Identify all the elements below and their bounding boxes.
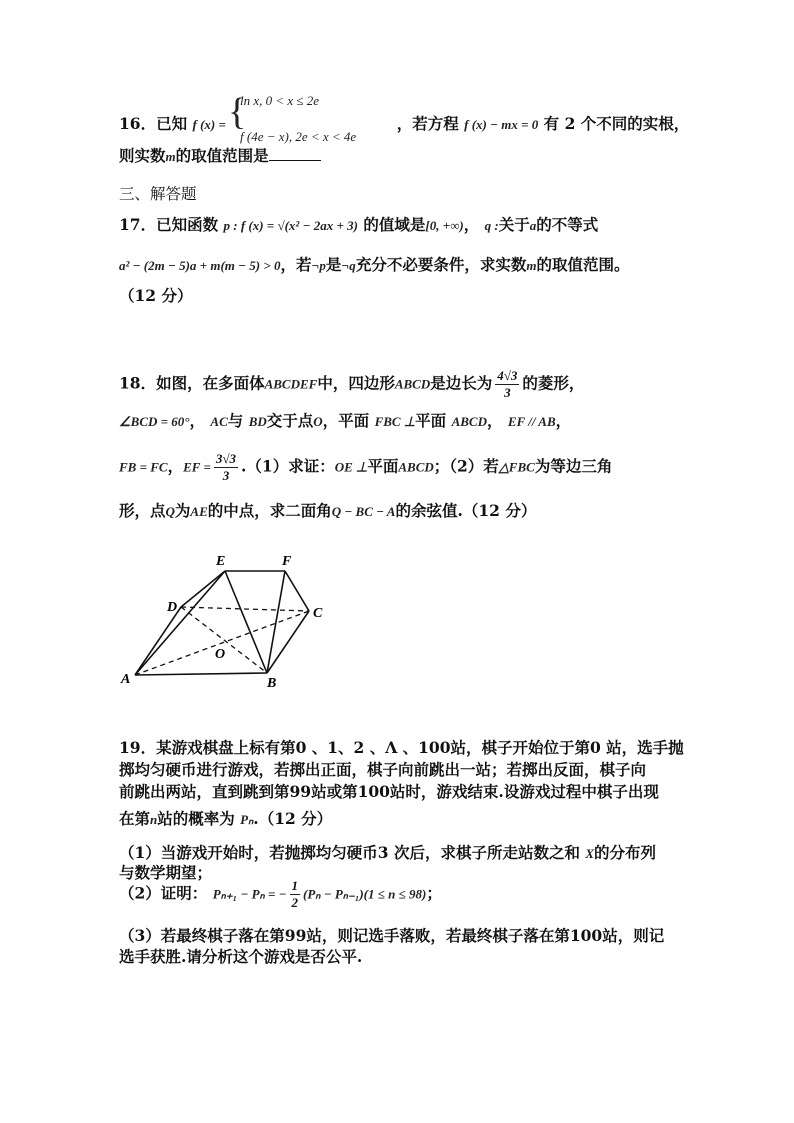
ef-length-fraction: $\frac{3√3}{3}$ bbox=[215, 451, 237, 483]
edge-ad bbox=[135, 607, 181, 675]
q17-score: （12 分） bbox=[119, 286, 193, 305]
label-d: D bbox=[167, 600, 178, 615]
polyhedron-figure bbox=[115, 545, 335, 690]
q16-fx: f (x) = bbox=[192, 117, 226, 132]
edge-fc bbox=[285, 571, 309, 611]
edge-ab bbox=[135, 673, 267, 675]
edge-de bbox=[181, 571, 225, 607]
q19-part3-line1: （3）若最终棋子落在第99站，则记选手落败，若最终棋子落在第100站，则记 bbox=[119, 926, 665, 945]
edge-fb bbox=[267, 571, 285, 673]
label-c: C bbox=[313, 606, 323, 621]
q18-line4: 形，点Q为AE的中点，求二面角Q − BC − A的余弦值.（12 分） bbox=[119, 501, 537, 520]
q19-line3: 前跳出两站，直到跳到第99站或第100站时，游戏结束.设游戏过程中棋子出现 bbox=[119, 782, 659, 801]
edge-bc bbox=[267, 611, 309, 673]
diagonal-ac bbox=[135, 611, 309, 675]
q17-line1: 17．已知函数 p : f (x) = √(x² − 2ax + 3) 的值域是[0, +∞)， q :关于a的不等式 bbox=[119, 215, 599, 234]
answer-blank bbox=[269, 146, 321, 161]
label-e: E bbox=[216, 554, 226, 569]
q19-part3-line2: 选手获胜.请分析这个游戏是否公平. bbox=[119, 947, 363, 966]
q16-case2: f (4e − x), 2e < x < 4e bbox=[240, 129, 357, 144]
q19-part1-line1: （1）当游戏开始时，若抛掷均匀硬币3 次后，求棋子所走站数之和 X的分布列 bbox=[119, 843, 657, 862]
q19-line1: 19．某游戏棋盘上标有第0 、1、2 、Λ 、100站，棋子开始位于第0 站，选手抛 bbox=[119, 738, 684, 757]
edge-ae bbox=[135, 571, 225, 675]
q17-p-expr: p : f (x) = √(x² − 2ax + 3) bbox=[223, 218, 358, 233]
q19-line2: 掷均匀硬币进行游戏，若掷出正面，棋子向前跳出一站；若掷出反面，棋子向 bbox=[119, 760, 647, 779]
q17-inequality: a² − (2m − 5)a + m(m − 5) > 0 bbox=[119, 258, 281, 273]
q19-line4: 在第n站的概率为 Pₙ.（12 分） bbox=[119, 809, 333, 828]
label-b: B bbox=[267, 676, 277, 690]
piecewise-brace: { bbox=[228, 91, 247, 133]
section-title: 三、解答题 bbox=[119, 185, 197, 203]
label-o: O bbox=[215, 647, 226, 662]
q18-line1: 18．如图，在多面体ABCDEF中，四边形ABCD是边长为 $\frac{4√3}{3}$ 的菱形， bbox=[119, 368, 585, 400]
label-a: A bbox=[121, 672, 131, 687]
q16-line1: 16．已知 f (x) = ，若方程 f (x) − mx = 0 有 2 个不同的实根， bbox=[119, 114, 690, 133]
q19-part2: （2）证明： Pₙ₊₁ − Pₙ = − $\frac{1}{2}$ (Pₙ − Pₙ₋₁)(1 ≤ n ≤ 98)； bbox=[119, 878, 442, 910]
half-fraction: $\frac{1}{2}$ bbox=[291, 878, 299, 910]
edge-dc bbox=[181, 607, 309, 611]
side-length-fraction: $\frac{4√3}{3}$ bbox=[497, 368, 518, 400]
q16-case1: ln x, 0 < x ≤ 2e bbox=[240, 93, 320, 108]
q17-line2: a² − (2m − 5)a + m(m − 5) > 0，若¬p是¬q充分不必要条件，求实数m的取值范围。 bbox=[119, 255, 630, 274]
q18-line3: FB = FC，EF = $\frac{3√3}{3}$ .（1）求证：OE ⊥平面ABCD；（2）若△FBC为等边三角 bbox=[119, 451, 613, 483]
q16-line2: 则实数m的取值范围是 bbox=[119, 145, 321, 168]
q16-equation: f (x) − mx = 0 bbox=[464, 117, 539, 132]
q19-part1-line2: 与数学期望； bbox=[119, 863, 213, 882]
q18-line2: ∠BCD = 60°， AC与 BD交于点O，平面 FBC ⊥平面 ABCD， EF // AB， bbox=[119, 411, 572, 430]
label-f: F bbox=[282, 554, 292, 569]
